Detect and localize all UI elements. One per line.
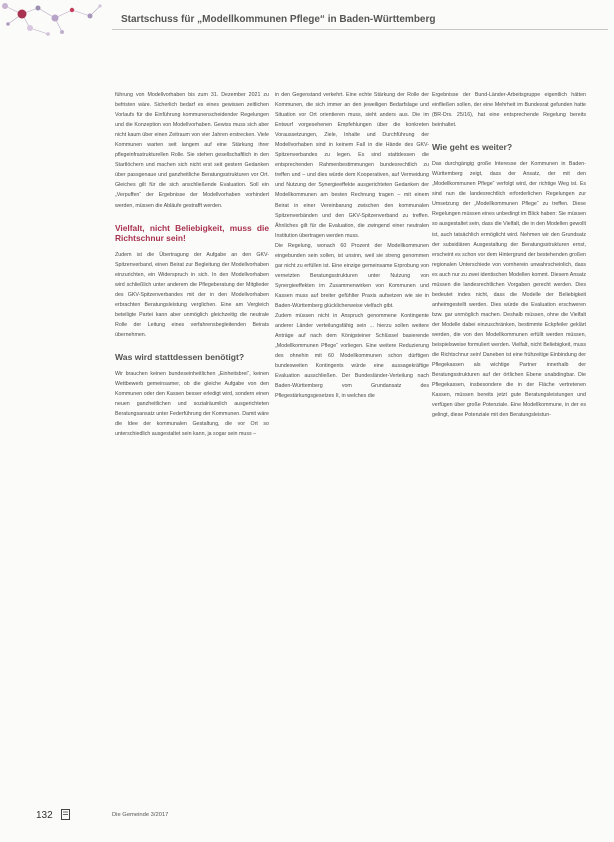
page-header-title: Startschuss für „Modellkommunen Pflege“ in Baden-Württemberg [121,14,436,25]
paragraph: Das durchgängig große Interesse der Kommunen in Baden-Württemberg zeigt, dass der Ansatz, der mit den „Modellkommunen Pflege“ verfolgt wird, der richtige Weg ist. Es sind nun die landesrechtlich erforderlichen Regelungen zur Umsetzung der „Modellkommunen Pflege“ zu treffen. Diese Regelungen müssen eines unbedingt im Blick haben: Sie müssen so ausgestaltet sein, dass die Vielfalt, die in den Modellen gewollt ist, auch tatsächlich ermöglicht wird. Nehmen wir den Grundsatz der subsidiären Ausgestaltung der Beratungsstrukturen ernst, erscheint es schon vor dem Hintergrund der bestehenden großen regionalen Unterschiede von vornherein unwahrscheinlich, dass es auch nur zu zwei identischen Modellen kommt. Diesem Ansatz müssen die landesrechtlichen Vorgaben gerecht werden. Dies bedeutet indes nicht, dass die Modelle der Beliebigkeit anheimgestellt werden. Dies würde die Evaluation erschweren bzw. gar unmöglich machen. Deshalb müssen, ohne die Vielfalt der Modelle dabei einzuschränken, bestimmte Eckpfeiler geklärt werden, die von den Modellkommunen erfüllt werden müssen, beispielsweise formuliert werden. Vielfalt, nicht Beliebigkeit, muss die Richtschnur sein! Daneben ist eine frühzeitige Einbindung der Pflegekassen als wichtige Partner innerhalb der Beratungsstrukturen auf der örtlichen Ebene unabdingbar. Die Pflegekassen, insbesondere die in der Fläche vertretenen Kassen, müssen bereits jetzt gute Beratungsleistungen und verfügen über große Potenziale. Eine Modellkommune, in der es gelingt, diese Potenziale mit den Beratungsleistun- [432,161,586,419]
molecule-decoration-graphic [0,0,105,40]
paragraph: Zudem müssen nicht in Anspruch genommene Kontingente anderer Länder verteilungsfähig sein ... hierzu sollen weitere Anträge auf nach dem Königsteiner Schlüssel basierende „Modellkommunen Pflege“ vorliegen. Eine weitere Reduzierung des ohnehin mit 60 Modellkommunen schon dürftigen bundesweiten Kontingents würde eine aussagekräftige Evaluation ausschließen. Der Bundesländer-Verteilung nach Baden-Württemberg vom Grundansatz des Pflegestärkungsgesetzes II, in welches die [275,313,429,400]
page-number: 132 [36,809,53,821]
journal-name: Die Gemeinde 3/2017 [112,812,169,818]
section-heading-wie-geht-es-weiter: Wie geht es weiter? [432,142,513,153]
text-column-3 [432,90,586,420]
section-heading-vielfalt: Vielfalt, nicht Beliebigkeit, muss die Richtschnur sein! [115,222,269,244]
text-column-2 [275,90,429,401]
section-heading-was-wird-benoetigt: Was wird stattdessen benötigt? [115,351,245,362]
document-icon [61,809,70,822]
paragraph: Ergebnisse der Bund-Länder-Arbeitsgruppe eigentlich hätten einfließen sollen, der eine Mehrheit im Bundesrat gefunden hatte (BR-Drs. 25/16), hat eine entsprechende Regelung bereits beinhaltet. [432,92,586,129]
header-divider [112,29,608,30]
paragraph: in den Gegenstand verkehrt. Eine echte Stärkung der Rolle der Kommunen, die sich immer an den jeweiligen Bedarfslage und Situation vor Ort orientieren muss, sieht anders aus. Die im Entwurf vorgesehenen Empfehlungen über die konkreten Voraussetzungen, Ziele, Inhalte und Durchführung der Modellvorhaben sind in keinem Fall in die Hände des GKV-Spitzenverbandes zu legen. Es sind stattdessen die entsprechenden Rahmenbestimmungen bundesrechtlich zu treffen und – und dies würde dem Kooperativen, auf Vermeidung und Nutzung der Synergieeffekte ausgerichteten Gedanken der Modellkommunen am besten Rechnung tragen – mit einem Beirat in einer Vereinbarung zwischen den kommunalen Spitzenverbänden und den GKV-Spitzenverband zu treffen. Ähnliches gilt für die Evaluation, die zwingend einer neutralen Institution übertragen werden muss. [275,92,429,239]
text-column-1 [115,90,269,439]
page-footer [36,809,76,822]
paragraph: Die Regelung, wonach 60 Prozent der Modellkommunen eingebunden sein sollen, ist unsinn, weil sie streng genommen gar nicht zu erfüllen ist. Eine einzige gemeinsame Erprobung von vernetzten Beratungsstrukturen unter Nutzung von Synergieeffekten im Zusammenwirken von Kommunen und Kassen muss auf breiter gefühlter Praxis aufsetzen wie sie in Baden-Württemberg glücklicherweise vielfach gibt. [275,242,429,309]
paragraph: Wir brauchen keinen bundeseinheitlichen „Einheitsbrei“, keinen Wettbewerb gemeinsamer, ob die gleiche Aufgabe von den Kommunen oder den Kassen besser erledigt wird, sondern einen neuen ganzheitlichen und sozialräumlich ausgerichteten Beratungsansatz unter Federführung der Kommunen. Damit wäre die Idee der kommunalen Gestaltung, die vor Ort so unterschiedlich ausgestaltet sein kann, ja sogar sein muss – [115,370,269,438]
paragraph: Zudem ist die Übertragung der Aufgabe an den GKV-Spitzenverband, einen Beirat zur Begleitung der Modellvorhaben einzurichten, ein Widerspruch in sich. In den Modellvorhaben wird schließlich unter anderem die Pflegeberatung der Mitglieder des GKV-Spitzenverbandes mit der in den Modellvorhaben erbrachten Beratungsleistung verglichen. Eine am Vergleich beteiligte Partei kann aber unmöglich gleichzeitig die neutrale Rolle der Leitung eines verfahrensbegleitenden Beirats übernehmen. [115,251,269,338]
paragraph: führung von Modellvorhaben bis zum 31. Dezember 2021 zu befristen wäre. Sicherlich bedarf es eines gewissen zeitlichen Vorlaufs für die Einführung kommunenscheidender Regelungen und die Konzeption von Modellvorhaben. Gewiss muss sich aber nicht kaum über einen Zeitraum von vier Jahren erstrecken. Viele Kommunen warten seit langem auf eine Stärkung ihrer pflegeinfrastrukturellen Rolle. Sie stehen gesellschaftlich in den Startlöchern und machen sich nicht erst seit gestern Gedanken über passgenaue und ganzheitliche Beratungsstrukturen vor Ort. Gleiches gilt für die sich anschließende Evaluation. Soll ein „Verpuffen“ der Ergebnisse der Modellvorhaben vorhindert werden, müssen die Abläufe gestrafft werden. [115,92,269,209]
